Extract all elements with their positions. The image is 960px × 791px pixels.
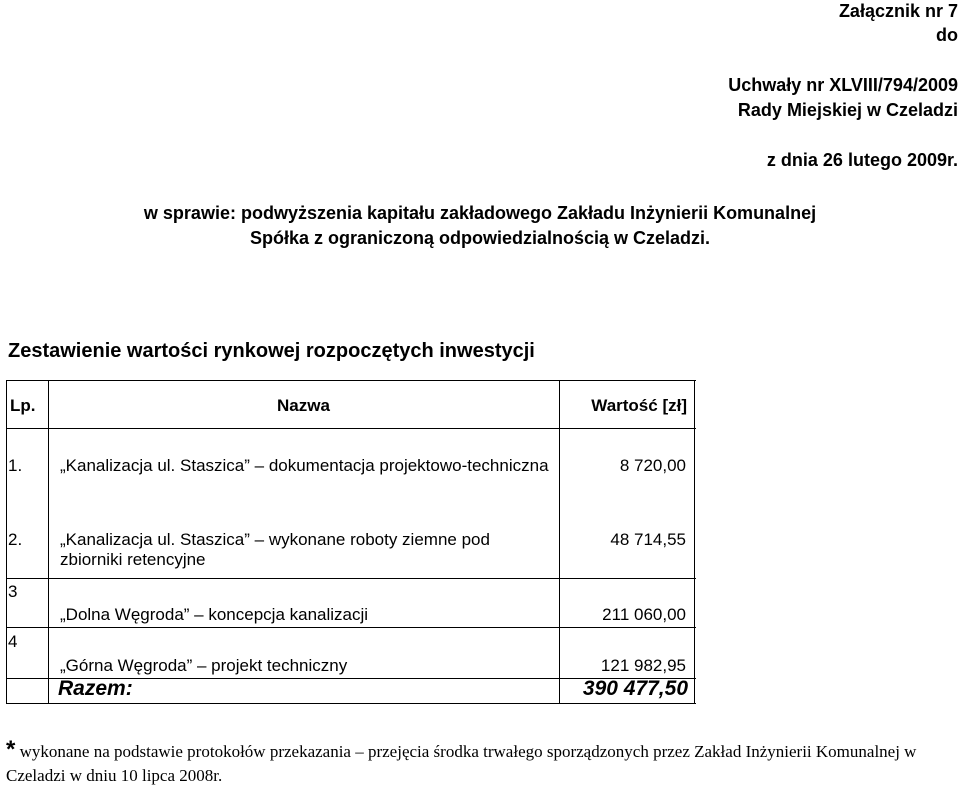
total-value: 390 477,50 (582, 677, 688, 700)
header-value: Wartość [zł] (591, 396, 687, 415)
subject-line-2: Spółka z ograniczoną odpowiedzialnością w Czeladzi. (249, 228, 711, 248)
row-3-lp: 3 (8, 582, 18, 601)
row-2-name: „Kanalizacja ul. Staszica” – wykonane roboty ziemne pod zbiorniki retencyjne (60, 530, 490, 569)
table-rule (48, 380, 49, 704)
table-rule (6, 428, 696, 429)
table-rule (694, 380, 695, 704)
row-3-value: 211 060,00 (602, 605, 686, 624)
table-rule (6, 703, 696, 704)
document-title: Zestawienie wartości rynkowej rozpoczętych inwestycji (8, 340, 535, 362)
table-rule (6, 578, 696, 579)
row-4-lp: 4 (8, 632, 18, 651)
council-name: Rady Miejskiej w Czeladzi (737, 100, 958, 120)
resolution-date: z dnia 26 lutego 2009r. (766, 150, 958, 170)
header-lp: Lp. (10, 396, 36, 415)
subject-line-1: w sprawie: podwyższenia kapitału zakładowego Zakładu Inżynierii Komunalnej (143, 203, 817, 223)
row-1-lp: 1. (8, 456, 23, 475)
row-1-value: 8 720,00 (619, 456, 686, 475)
row-2-value: 48 714,55 (610, 530, 686, 549)
investments-table (6, 380, 696, 704)
header-name: Nazwa (277, 396, 330, 415)
table-rule (6, 627, 696, 628)
attachment-number: Załącznik nr 7 (838, 1, 958, 21)
footnote-asterisk: * (6, 736, 16, 763)
row-4-name: „Górna Węgroda” – projekt techniczny (60, 656, 348, 675)
row-2-lp: 2. (8, 530, 23, 549)
total-label: Razem: (58, 677, 133, 700)
footnote-text: wykonane na podstawie protokołów przekazania – przejęcia środka trwałego sporządzonych przez Zakład Inżynierii Komunalnej w Czeladzi w dniu 10 lipca 2008r. (6, 742, 917, 785)
footnote (6, 738, 946, 788)
resolution-number: Uchwały nr XLVIII/794/2009 (728, 75, 958, 95)
row-4-value: 121 982,95 (600, 656, 686, 675)
row-3-name: „Dolna Węgroda” – koncepcja kanalizacji (60, 605, 369, 624)
table-rule (6, 380, 7, 704)
attachment-to: do (936, 25, 958, 45)
row-1-name: „Kanalizacja ul. Staszica” – dokumentacja projektowo-techniczna (60, 456, 549, 475)
table-rule (6, 380, 696, 381)
